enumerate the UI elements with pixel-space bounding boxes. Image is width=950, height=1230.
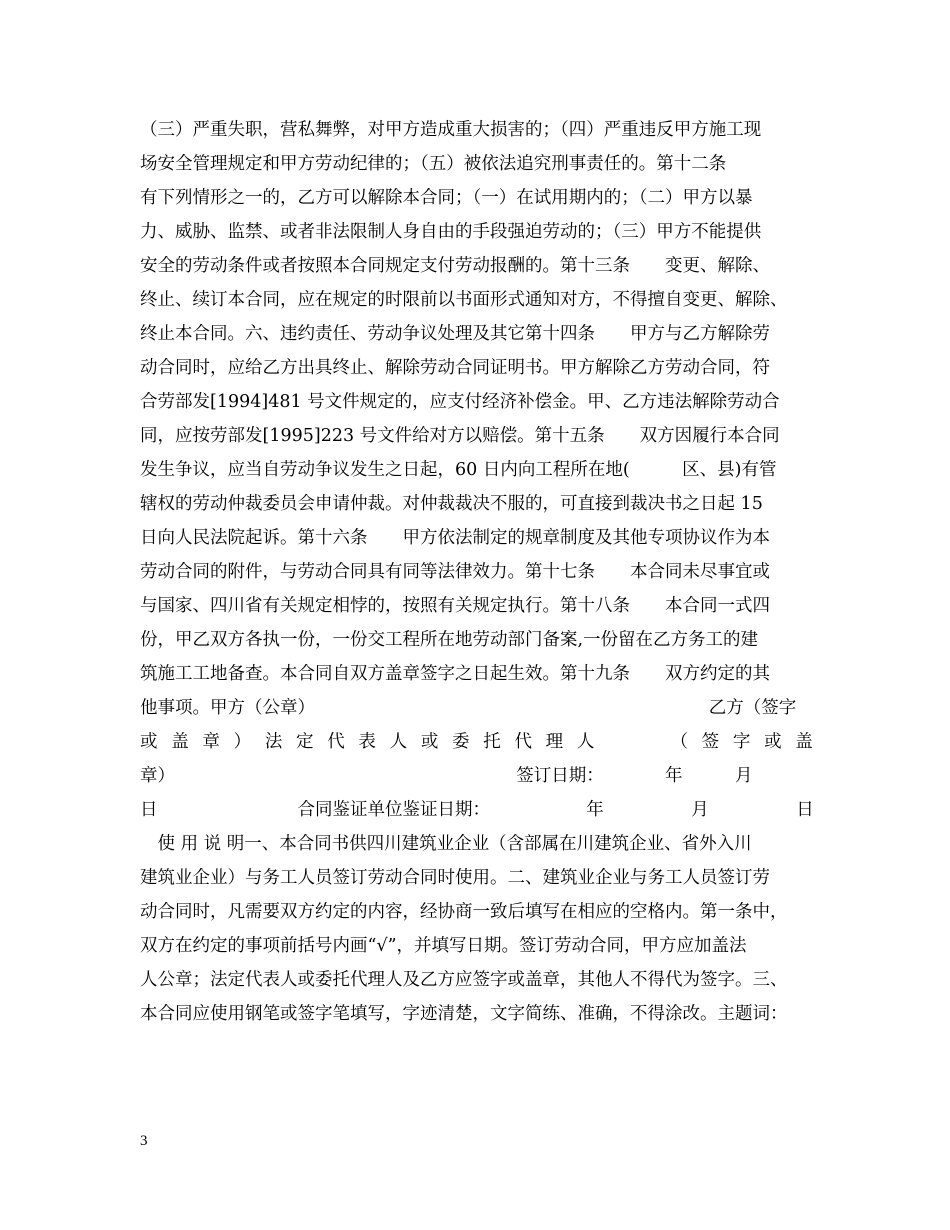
text-line: 份，甲乙双方各执一份，一份交工程所在地劳动部门备案,一份留在乙方务工的建 [140, 630, 759, 650]
signature-char: 或 [420, 732, 439, 752]
signature-char: 法 [264, 732, 283, 752]
text-line: 有下列情形之一的，乙方可以解除本合同；（一）在试用期内的；（二）甲方以暴 [140, 188, 753, 208]
text-line: 他事项。甲方（公章） 乙方（签字 [140, 698, 797, 718]
text-line: 动合同时，应给乙方出具终止、解除劳动合同证明书。甲方解除乙方劳动合同，符 [140, 358, 770, 378]
page-number: 3 [140, 1133, 148, 1149]
text-line: 场安全管理规定和甲方劳动纪律的；（五）被依法追究刑事责任的。第十二条 [140, 154, 727, 174]
signature-char: 代 [514, 732, 532, 752]
signature-char: 或 [140, 732, 158, 752]
signature-char: 盖 [795, 732, 813, 752]
text-line: 终止、续订本合同，应在规定的时限前以书面形式通知对方，不得擅自变更、解除、 [140, 290, 788, 310]
signature-date-line: 章） 签订日期： 年 月 [140, 766, 753, 786]
signature-char: 理 [545, 732, 564, 752]
usage-notes-line: 本合同应使用钢笔或签字笔填写，字迹清楚，文字简练、准确，不得涂改。主题词： [140, 1004, 788, 1024]
signature-char: （ [670, 732, 688, 752]
usage-notes-line: 使 用 说 明一、本合同书供四川建筑业企业（含部属在川建筑企业、省外入川 [140, 834, 752, 854]
signature-char: 定 [296, 732, 314, 752]
usage-notes-line: 人公章；法定代表人或委托代理人及乙方应签字或盖章，其他人不得代为签字。三、 [140, 970, 788, 990]
signature-char: 人 [576, 732, 595, 752]
text-line: 力、威胁、监禁、或者非法限制人身自由的手段强迫劳动的；（三）甲方不能提供 [140, 222, 762, 242]
signature-char: 人 [389, 732, 408, 752]
signature-char: 代 [327, 732, 345, 752]
text-line: 劳动合同的附件，与劳动合同具有同等法律效力。第十七条 本合同未尽事宜或 [140, 562, 770, 582]
signature-char: 托 [483, 732, 501, 752]
signature-char [639, 726, 657, 758]
text-line: 与国家、四川省有关规定相悖的，按照有关规定执行。第十八条 本合同一式四 [140, 596, 770, 616]
text-line: 终止本合同。六、违约责任、劳动争议处理及其它第十四条 甲方与乙方解除劳 [140, 324, 770, 344]
text-line: 发生争议，应当自劳动争议发生之日起，60 日内向工程所在地( 区、县)有管 [140, 460, 777, 480]
signature-char: 章 [202, 732, 220, 752]
usage-notes-line: 建筑业企业）与务工人员签订劳动合同时使用。二、建筑业企业与务工人员签订劳 [140, 868, 770, 888]
text-line: 辖权的劳动仲裁委员会申请仲裁。对仲裁裁决不服的，可直接到裁决书之日起 15 [140, 494, 763, 514]
text-line: 筑施工工地备查。本合同自双方盖章签字之日起生效。第十九条 双方约定的其 [140, 664, 770, 684]
signature-char: 委 [452, 732, 470, 752]
signature-line [140, 726, 813, 758]
text-line: 安全的劳动条件或者按照本合同规定支付劳动报酬的。第十三条 变更、解除、 [140, 256, 770, 276]
signature-char: 表 [358, 732, 376, 752]
text-line: （三）严重失职，营私舞弊，对甲方造成重大损害的；（四）严重违反甲方施工现 [140, 120, 762, 140]
signature-char: 盖 [171, 732, 189, 752]
text-line: 日向人民法院起诉。第十六条 甲方依法制定的规章制度及其他专项协议作为本 [140, 528, 770, 548]
text-line: 同，应按劳部发[1995]223 号文件给对方以赔偿。第十五条 双方因履行本合同 [140, 426, 780, 446]
signature-char: ） [233, 732, 252, 752]
usage-notes-line: 动合同时，凡需要双方约定的内容，经协商一致后填写在相应的空格内。第一条中， [140, 902, 788, 922]
signature-char: 或 [764, 732, 782, 752]
signature-char: 签 [701, 732, 720, 752]
usage-notes-line: 双方在约定的事项前括号内画“√”，并填写日期。签订劳动合同，甲方应加盖法 [140, 936, 747, 956]
signature-char: 字 [732, 732, 751, 752]
text-line: 合劳部发[1994]481 号文件规定的，应支付经济补偿金。甲、乙方违法解除劳动合 [140, 392, 780, 412]
signature-char [608, 726, 626, 758]
verification-date-line: 日 合同鉴证单位鉴证日期： 年 月 日 [140, 800, 814, 820]
